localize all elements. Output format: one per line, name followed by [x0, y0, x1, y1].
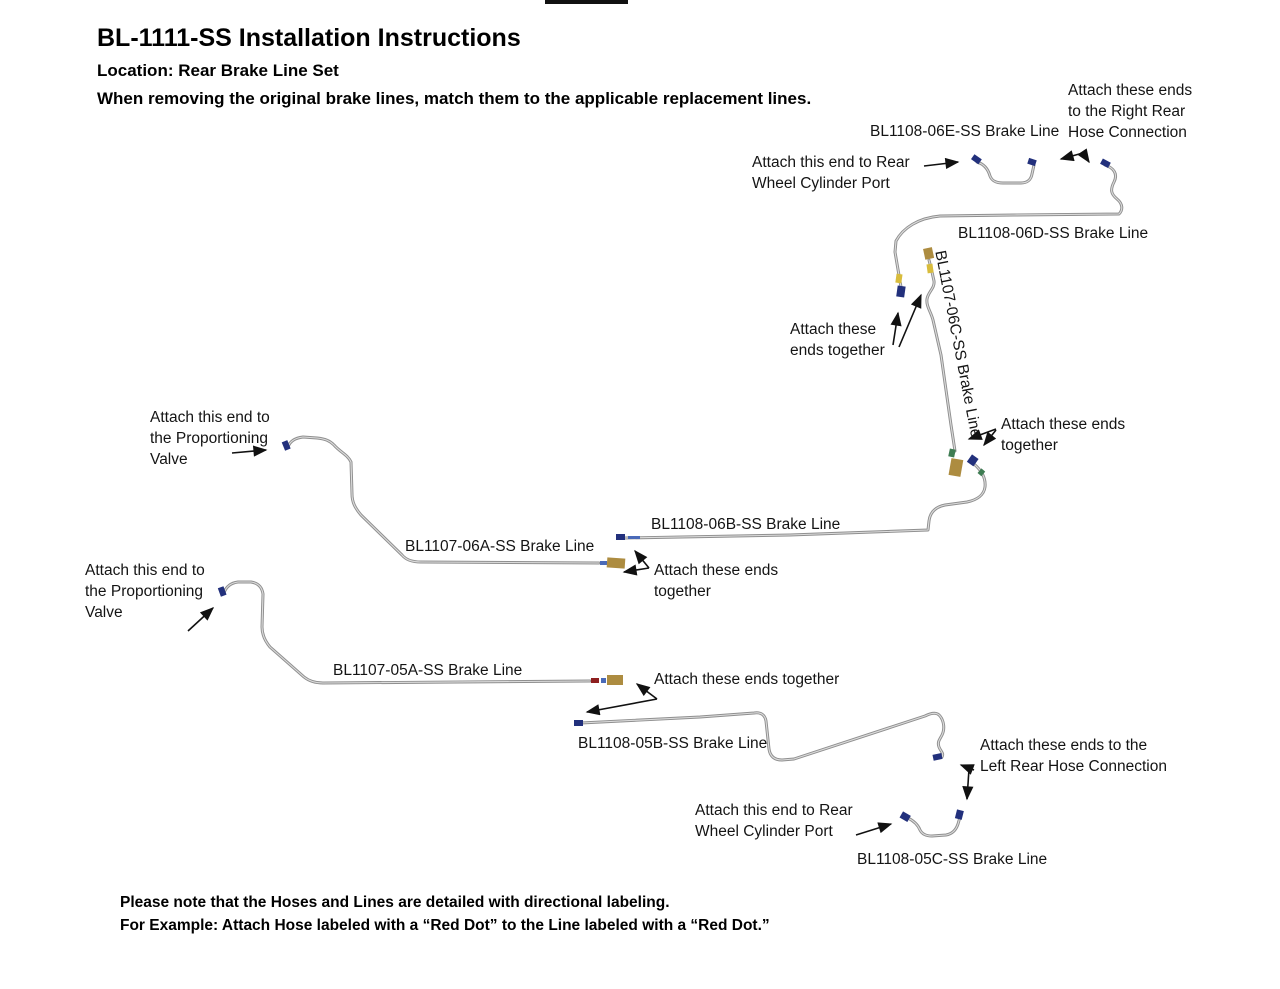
- arrow-wheel-cylinder-bottom: [856, 824, 891, 835]
- label-line-05c: BL1108-05C-SS Brake Line: [857, 851, 1048, 868]
- fitting-05b-right: [932, 753, 942, 761]
- arrow-left-rear-to-05b: [961, 765, 974, 770]
- band-06d-yellow: [895, 274, 902, 284]
- page-title: BL-1111-SS Installation Instructions: [97, 24, 521, 52]
- arrow-ends-dc-1: [893, 313, 898, 345]
- band-06c-green: [948, 448, 956, 457]
- callout-left-rear-hose: Attach these ends to the Left Rear Hose Connection: [980, 737, 1167, 775]
- band-05a-blue: [601, 678, 606, 683]
- band-05a-red: [591, 678, 599, 683]
- band-06a-blue: [600, 561, 607, 565]
- fitting-06c-bottom: [949, 458, 964, 477]
- arrow-left-rear-to-05c: [967, 769, 969, 799]
- callout-ends-together-ab: Attach these ends together: [654, 562, 779, 600]
- callout-prop-valve-1: Attach this end to the Proportioning Valve: [150, 409, 270, 468]
- callout-ends-together-05: Attach these ends together: [654, 671, 840, 688]
- callout-wheel-cylinder-top: Attach this end to Rear Wheel Cylinder Port: [752, 154, 910, 192]
- label-line-06d: BL1108-06D-SS Brake Line: [958, 225, 1149, 242]
- callout-arrows: [188, 153, 1089, 835]
- fitting-06b-left: [616, 534, 625, 540]
- fitting-05a-right: [607, 675, 623, 685]
- arrow-right-rear-to-06e: [1061, 153, 1083, 159]
- brake-line-06e-path: [977, 162, 1034, 183]
- callout-wheel-cylinder-bottom: Attach this end to Rear Wheel Cylinder Port: [695, 802, 853, 840]
- arrow-ends-ab-1: [635, 551, 649, 568]
- arrow-wheel-cylinder-top: [924, 162, 958, 166]
- callout-ends-together-dc: Attach these ends together: [790, 321, 885, 359]
- instruction-line: When removing the original brake lines, match them to the applicable replacement lines.: [97, 89, 812, 108]
- footer-note-1: Please note that the Hoses and Lines are detailed with directional labeling.: [120, 894, 670, 911]
- label-line-05a: BL1107-05A-SS Brake Line: [333, 662, 523, 679]
- arrow-ends-dc-2: [899, 295, 921, 347]
- fitting-06d-bottom: [896, 285, 905, 297]
- callout-prop-valve-2: Attach this end to the Proportioning Valve: [85, 562, 205, 621]
- label-line-06a: BL1107-06A-SS Brake Line: [405, 538, 595, 555]
- band-06b-lightblue: [628, 536, 640, 539]
- location-subtitle: Location: Rear Brake Line Set: [97, 61, 339, 80]
- fitting-05c-left: [900, 811, 911, 822]
- label-line-05b: BL1108-05B-SS Brake Line: [578, 735, 768, 752]
- arrow-ends-ab-2: [624, 568, 649, 572]
- label-line-06c: BL1107-06C-SS Brake Line: [931, 249, 985, 439]
- fitting-05b-left: [574, 720, 583, 726]
- label-line-06e: BL1108-06E-SS Brake Line: [870, 123, 1060, 140]
- footer-note-2: For Example: Attach Hose labeled with a “Red Dot” to the Line labeled with a “Red Dot.”: [120, 917, 770, 934]
- arrow-right-rear-to-06d: [1083, 153, 1089, 162]
- callout-right-rear-hose: Attach these ends to the Right Rear Hose Connection: [1068, 82, 1193, 141]
- fitting-05c-right: [955, 809, 964, 819]
- callout-ends-together-cb: Attach these ends together: [1001, 416, 1126, 454]
- arrow-ends-05-2: [587, 699, 657, 712]
- label-line-06b: BL1108-06B-SS Brake Line: [651, 516, 841, 533]
- fitting-06a-right: [607, 557, 626, 568]
